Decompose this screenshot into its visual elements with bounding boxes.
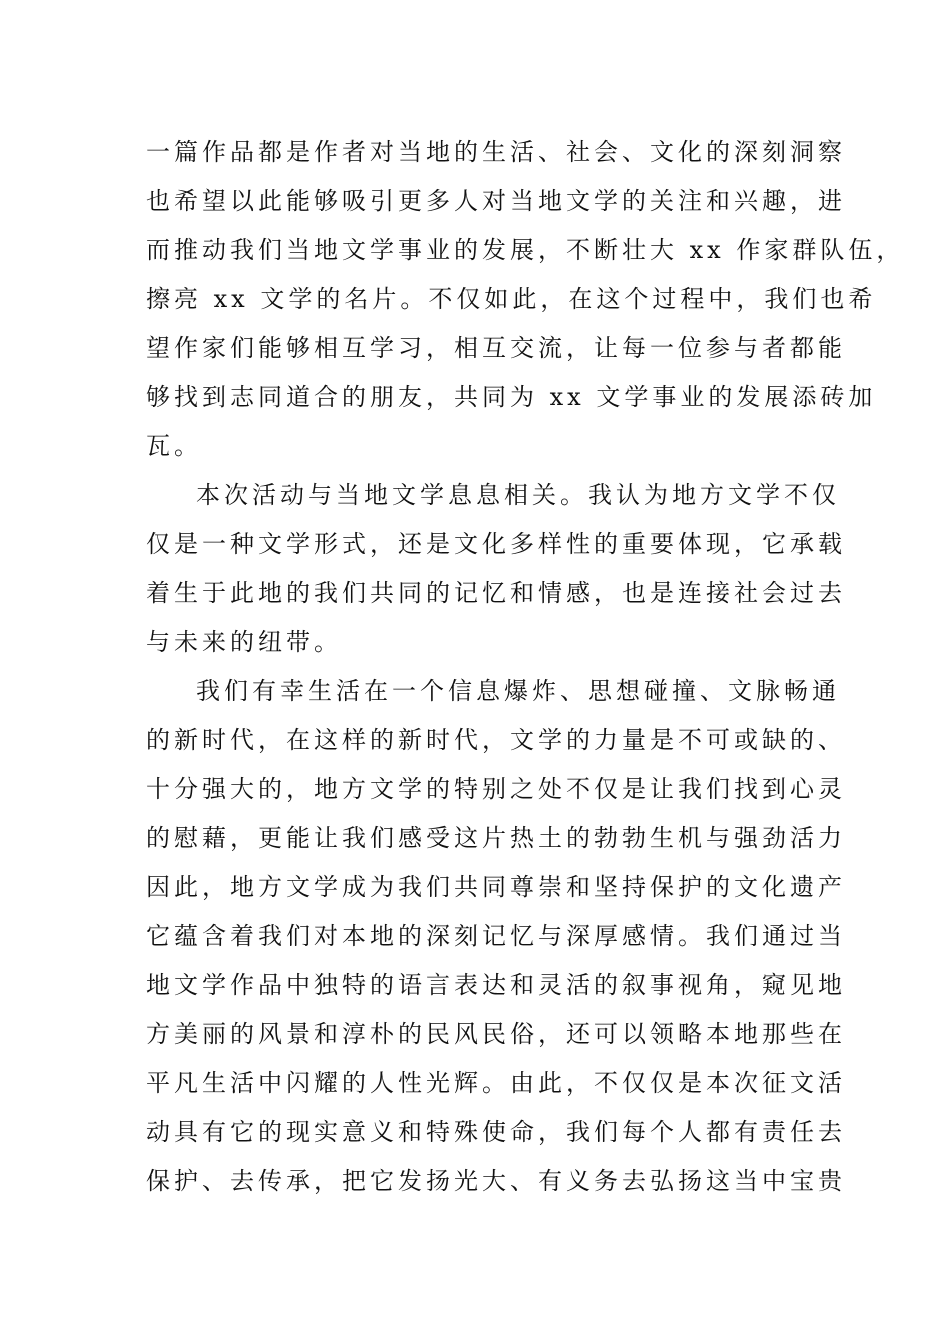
text-line: 仅是一种文学形式，还是文化多样性的重要体现，它承载: [146, 530, 846, 558]
text-line: 够找到志同道合的朋友，共同为 xx 文学事业的发展添砖加: [146, 383, 877, 411]
text-line: 一篇作品都是作者对当地的生活、社会、文化的深刻洞察: [146, 138, 846, 166]
text-line: 与未来的纽带。: [146, 628, 342, 656]
text-line: 擦亮 xx 文学的名片。不仅如此，在这个过程中，我们也希: [146, 285, 877, 313]
text-line: 因此，地方文学成为我们共同尊崇和坚持保护的文化遗产: [146, 873, 846, 901]
text-line: 十分强大的，地方文学的特别之处不仅是让我们找到心灵: [146, 775, 846, 803]
text-line: 也希望以此能够吸引更多人对当地文学的关注和兴趣，进: [146, 187, 846, 215]
text-line: 地文学作品中独特的语言表达和灵活的叙事视角，窥见地: [146, 971, 846, 999]
text-line: 它蕴含着我们对本地的深刻记忆与深厚感情。我们通过当: [146, 922, 846, 950]
text-line: 而推动我们当地文学事业的发展，不断壮大 xx 作家群队伍，: [146, 236, 905, 264]
text-line: 的新时代，在这样的新时代，文学的力量是不可或缺的、: [146, 726, 846, 754]
text-line: 保护、去传承，把它发扬光大、有义务去弘扬这当中宝贵: [146, 1167, 846, 1195]
text-line: 的慰藉，更能让我们感受这片热土的勃勃生机与强劲活力: [146, 824, 846, 852]
paragraph-first-line: 本次活动与当地文学息息相关。我认为地方文学不仅: [196, 481, 840, 509]
text-line: 方美丽的风景和淳朴的民风民俗，还可以领略本地那些在: [146, 1020, 846, 1048]
text-line: 望作家们能够相互学习，相互交流，让每一位参与者都能: [146, 334, 846, 362]
text-line: 平凡生活中闪耀的人性光辉。由此，不仅仅是本次征文活: [146, 1069, 846, 1097]
text-line: 动具有它的现实意义和特殊使命，我们每个人都有责任去: [146, 1118, 846, 1146]
document-body: [146, 128, 905, 1206]
text-line: 瓦。: [146, 432, 202, 460]
text-line: 着生于此地的我们共同的记忆和情感，也是连接社会过去: [146, 579, 846, 607]
paragraph-first-line: 我们有幸生活在一个信息爆炸、思想碰撞、文脉畅通: [196, 677, 840, 705]
